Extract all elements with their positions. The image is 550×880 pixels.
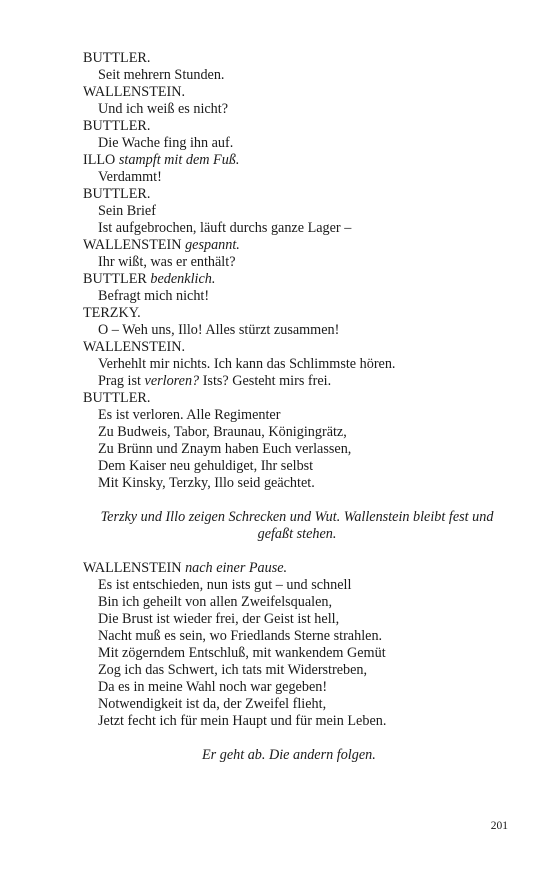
stage-direction: stampft mit dem Fuß. xyxy=(118,152,240,168)
emphasis-text: verloren? xyxy=(144,373,200,389)
page-number: 201 xyxy=(490,820,508,832)
speaker-line xyxy=(83,237,513,254)
verse-text: Jetzt fecht ich für mein Haupt und für mein Leben. xyxy=(98,713,387,729)
verse-line xyxy=(83,713,513,730)
stage-direction-block: Terzky und Illo zeigen Schrecken und Wut. Wallenstein bleibt fest und gefaßt stehen. xyxy=(100,509,494,542)
speaker-name: BUTTLER xyxy=(83,271,151,287)
verse-text: Ist aufgebrochen, läuft durchs ganze Lager – xyxy=(98,220,352,236)
speaker-name: BUTTLER. xyxy=(83,186,151,202)
speaker-name: WALLENSTEIN. xyxy=(83,339,186,355)
verse-text: Mit Kinsky, Terzky, Illo seid geächtet. xyxy=(98,475,315,491)
verse-line xyxy=(83,322,513,339)
verse-text: Da es in meine Wahl noch war gegeben! xyxy=(98,679,328,695)
verse-line xyxy=(83,424,513,441)
verse-text: Es ist entschieden, nun ists gut – und schnell xyxy=(98,577,352,593)
verse-line xyxy=(83,662,513,679)
verse-line xyxy=(83,628,513,645)
verse-line xyxy=(83,169,513,186)
speaker-name: BUTTLER. xyxy=(83,390,151,406)
speaker-line xyxy=(83,50,513,67)
verse-line xyxy=(83,288,513,305)
speaker-name: TERZKY. xyxy=(83,305,141,321)
verse-line xyxy=(83,101,513,118)
verse-line xyxy=(83,373,513,390)
verse-text: Nacht muß es sein, wo Friedlands Sterne strahlen. xyxy=(98,628,383,644)
verse-text: Ihr wißt, was er enthält? xyxy=(98,254,236,270)
verse-text: O – Weh uns, Illo! Alles stürzt zusammen! xyxy=(98,322,340,338)
verse-text: Und ich weiß es nicht? xyxy=(98,101,229,117)
speaker-name: WALLENSTEIN xyxy=(83,560,186,576)
speaker-line xyxy=(83,152,513,169)
play-text xyxy=(83,50,513,764)
verse-text: Prag ist xyxy=(98,373,145,389)
speaker-line xyxy=(83,560,513,577)
verse-line xyxy=(83,254,513,271)
verse-line xyxy=(83,407,513,424)
verse-line xyxy=(83,220,513,237)
verse-line xyxy=(83,679,513,696)
verse-text: Zu Brünn und Znaym haben Euch verlassen, xyxy=(98,441,352,457)
speaker-line xyxy=(83,390,513,407)
verse-text: Zog ich das Schwert, ich tats mit Widerstreben, xyxy=(98,662,368,678)
speaker-name: BUTTLER. xyxy=(83,118,151,134)
verse-line xyxy=(83,356,513,373)
stage-direction: bedenklich. xyxy=(150,271,216,287)
speaker-name: ILLO xyxy=(83,152,119,168)
verse-line xyxy=(83,594,513,611)
verse-text: Mit zögerndem Entschluß, mit wankendem Gemüt xyxy=(98,645,386,661)
verse-text: Zu Budweis, Tabor, Braunau, Königingrätz, xyxy=(98,424,347,440)
verse-text: Die Wache fing ihn auf. xyxy=(98,135,234,151)
speaker-line xyxy=(83,118,513,135)
speaker-line xyxy=(83,339,513,356)
verse-line xyxy=(83,645,513,662)
verse-text: Es ist verloren. Alle Regimenter xyxy=(98,407,281,423)
verse-line xyxy=(83,203,513,220)
verse-line xyxy=(83,696,513,713)
speaker-name: BUTTLER. xyxy=(83,50,151,66)
verse-text: Bin ich geheilt von allen Zweifelsqualen, xyxy=(98,594,333,610)
verse-text: Verdammt! xyxy=(98,169,162,185)
speaker-line xyxy=(83,84,513,101)
verse-line xyxy=(83,135,513,152)
verse-text: Befragt mich nicht! xyxy=(98,288,210,304)
verse-text: Sein Brief xyxy=(98,203,156,219)
speaker-name: WALLENSTEIN xyxy=(83,237,186,253)
stage-direction: gespannt. xyxy=(185,237,240,253)
speaker-line xyxy=(83,271,513,288)
exit-direction: Er geht ab. Die andern folgen. xyxy=(202,747,376,763)
speaker-line xyxy=(83,186,513,203)
verse-text: Notwendigkeit ist da, der Zweifel flieht, xyxy=(98,696,327,712)
speaker-line xyxy=(83,305,513,322)
verse-text: Die Brust ist wieder frei, der Geist ist hell, xyxy=(98,611,340,627)
verse-text: Seit mehrern Stunden. xyxy=(98,67,225,83)
verse-line xyxy=(83,577,513,594)
verse-line xyxy=(83,441,513,458)
verse-line xyxy=(83,458,513,475)
verse-text: Dem Kaiser neu gehuldiget, Ihr selbst xyxy=(98,458,314,474)
speaker-name: WALLENSTEIN. xyxy=(83,84,186,100)
verse-text-rest: Ists? Gesteht mirs frei. xyxy=(199,373,332,389)
stage-direction: nach einer Pause. xyxy=(185,560,288,576)
verse-line xyxy=(83,475,513,492)
verse-line xyxy=(83,67,513,84)
verse-text: Verhehlt mir nichts. Ich kann das Schlimmste hören. xyxy=(98,356,396,372)
verse-line xyxy=(83,611,513,628)
